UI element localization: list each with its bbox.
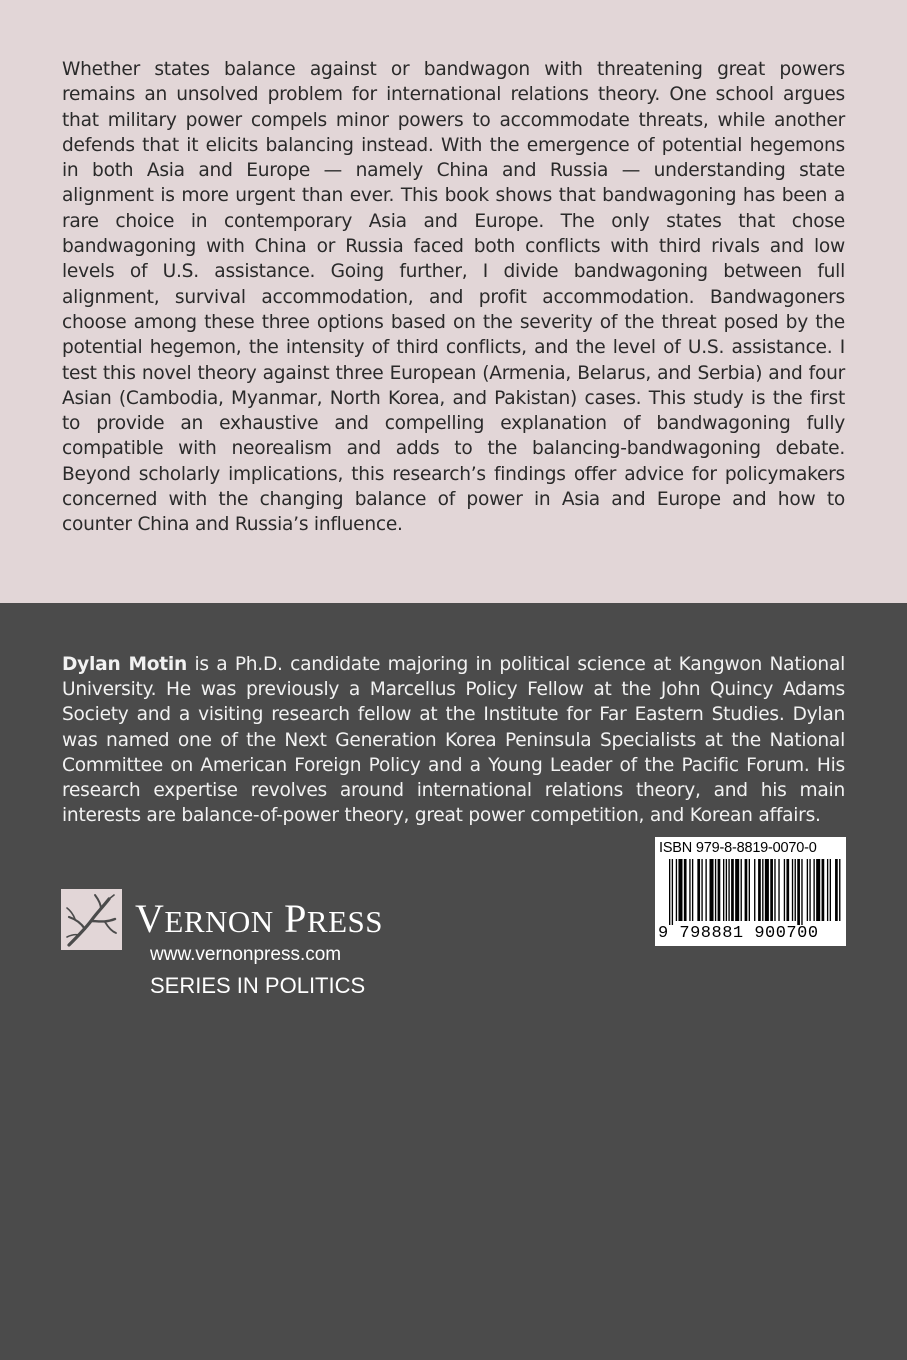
isbn-label: ISBN 979-8-8819-0070-0 <box>659 840 817 856</box>
barcode-bar <box>754 859 755 921</box>
isbn-digits: 9 798881 900700 <box>658 924 819 943</box>
barcode-bar <box>669 859 670 925</box>
barcode-bar <box>684 859 687 921</box>
barcode-bar <box>827 859 828 921</box>
barcode-bar <box>801 859 802 925</box>
barcode-bar <box>813 859 814 921</box>
publisher-url: www.vernonpress.com <box>150 944 342 965</box>
author-name: Dylan Motin <box>62 654 187 675</box>
barcode-bars <box>655 859 846 925</box>
barcode-bar <box>705 859 706 921</box>
series-name: SERIES IN POLITICS <box>150 973 366 998</box>
blurb-panel <box>0 0 907 603</box>
barcode-bar <box>723 859 724 921</box>
book-blurb: Whether states balance against or bandwagon with threatening great powers remains an unsolved problem for international relations theory. One school argues that military power compels minor powers to accommodate threats, while another defends that it elicits balancing instead. With the emergence of potential hegemons in both Asia and Europe — namely China and Russia — understanding state alignment is more urgent than ever. This book shows that bandwagoning has been a rare choice in contemporary Asia and Europe. The only states that chose bandwagoning with China or Russia faced both conflicts with third rivals and low levels of U.S. assistance. Going further, I divide bandwagoning between full alignment, survival accommodation, and profit accommodation. Bandwagoners choose among these three options based on the severity of the threat posed by the potential hegemon, the intensity of third conflicts, and the level of U.S. assistance. I test this novel theory against three European (Armenia, Belarus, and Serbia) and four Asian (Cambodia, Myanmar, North Korea, and Pakistan) cases. This study is the first to provide an exhaustive and compelling explanation of bandwagoning fully compatible with neorealism and adds to the balancing-bandwagoning debate. Beyond scholarly implications, this research’s findings offer advice for policymakers concerned with the changing balance of power in Asia and Europe and how to counter China and Russia’s influence. <box>62 59 845 536</box>
barcode-bar <box>715 859 716 921</box>
barcode-bar <box>718 859 721 921</box>
barcode-bar <box>822 859 825 921</box>
barcode-bar <box>749 859 750 921</box>
author-bio <box>62 652 845 828</box>
barcode-bar <box>745 859 748 921</box>
barcode-bar <box>807 859 808 921</box>
barcode-bar <box>784 859 785 921</box>
barcode-bar <box>676 859 677 921</box>
barcode-bar <box>774 859 775 921</box>
barcode-bar <box>816 859 820 921</box>
barcode-bar <box>741 859 742 921</box>
barcode-bar <box>692 859 693 921</box>
barcode-bar <box>701 859 702 921</box>
tree-branch-icon <box>61 889 122 950</box>
barcode-bar <box>735 859 739 921</box>
barcode-bar <box>726 859 727 921</box>
isbn-barcode <box>655 837 846 946</box>
publisher-name: VERNON PRESS <box>135 896 384 941</box>
barcode-bar <box>765 859 769 921</box>
barcode-bar <box>835 859 838 921</box>
barcode-bar <box>758 859 761 921</box>
barcode-bar <box>731 859 734 921</box>
barcode-bar <box>839 859 840 921</box>
author-panel <box>0 603 907 1360</box>
author-bio-text: is a Ph.D. candidate majoring in political science at Kangwon National University. He was previously a Marcellus Policy Fellow at the John Quincy Adams Society and a visiting research fellow at the Institute for Far Eastern Studies. Dylan was named one of the Next Generation Korea Peninsula Specialists at the National Committee on American Foreign Policy and a Young Leader of the Pacific Forum. His research expertise revolves around international relations theory, and his main interests are balance-of-power theory, great power competition, and Korean affairs. <box>62 654 845 827</box>
barcode-bar <box>672 859 673 925</box>
barcode-bar <box>778 859 779 921</box>
barcode-bar <box>792 859 793 921</box>
barcode-bar <box>697 859 700 921</box>
barcode-bar <box>710 859 714 921</box>
barcode-bar <box>797 859 800 925</box>
barcode-bar <box>786 859 789 921</box>
barcode-bar <box>770 859 773 921</box>
barcode-bar <box>689 859 690 921</box>
barcode-bar <box>678 859 682 921</box>
barcode-bar <box>762 859 763 921</box>
barcode-bar <box>809 859 810 921</box>
barcode-bar <box>728 859 729 921</box>
barcode-bar <box>795 859 796 921</box>
barcode-bar <box>830 859 831 921</box>
